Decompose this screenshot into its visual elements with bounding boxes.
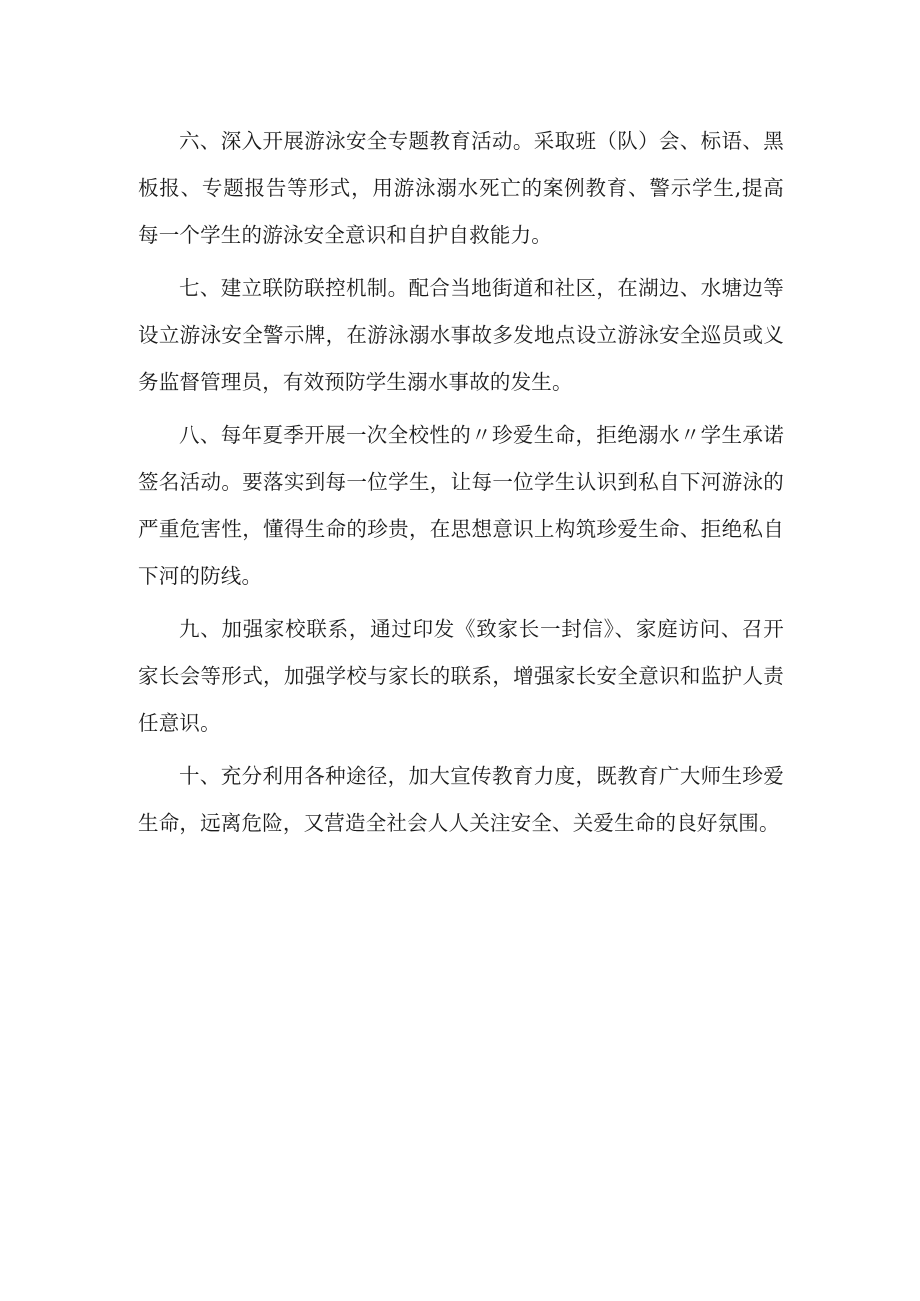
paragraph-item-7: 七、建立联防联控机制。配合当地街道和社区，在湖边、水塘边等设立游泳安全警示牌，在游泳溺水事故多发地点设立游泳安全巡员或义务监督管理员，有效预防学生溺水事故的发生。 [138,276,784,394]
paragraph-item-9: 九、加强家校联系，通过印发《致家长一封信》、家庭访问、召开家长会等形式，加强学校与家长的联系，增强家长安全意识和监护人责任意识。 [138,617,784,735]
paragraph-item-6: 六、深入开展游泳安全专题教育活动。采取班（队）会、标语、黑板报、专题报告等形式，用游泳溺水死亡的案例教育、警示学生,提高每一个学生的游泳安全意识和自护自救能力。 [138,129,784,247]
paragraph-item-8: 八、每年夏季开展一次全校性的〃珍爱生命，拒绝溺水〃学生承诺签名活动。要落实到每一位学生，让每一位学生认识到私自下河游泳的严重危害性，懂得生命的珍贵，在思想意识上构筑珍爱生命、拒绝私自下河的防线。 [138,423,784,588]
document-body [138,118,784,853]
paragraph-item-10: 十、充分利用各种途径，加大宣传教育力度，既教育广大师生珍爱生命，远离危险，又营造全社会人人关注安全、关爱生命的良好氛围。 [138,764,784,835]
